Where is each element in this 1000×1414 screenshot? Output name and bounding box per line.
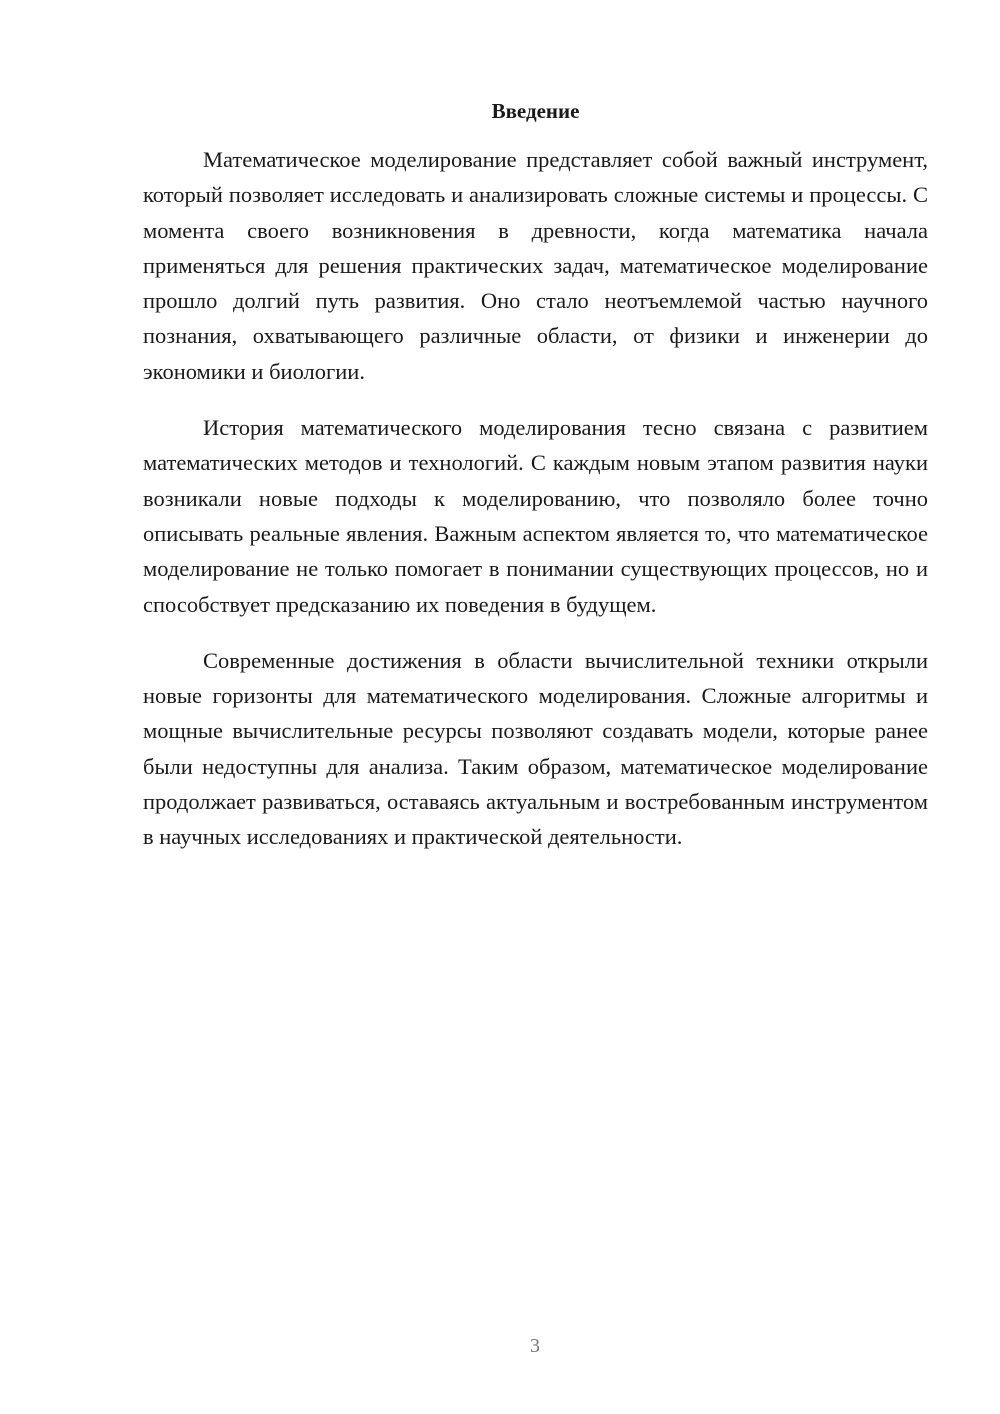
paragraph-3: Современные достижения в области вычислительной техники открыли новые горизонты для математического моделирования. Сложные алгоритмы и мощные вычислительные ресурсы позволяют создавать модели, которые ранее были недоступны для анализа. Таким образом, математическое моделирование продолжает развиваться, оставаясь актуальным и востребованным инструментом в научных исследованиях и практической деятельности. <box>143 647 928 850</box>
paragraph-1: Математическое моделирование представляет собой важный инструмент, который позволяет исследовать и анализировать сложные системы и процессы. С момента своего возникновения в древности, когда математика начала применяться для решения практических задач, математическое моделирование прошло долгий путь развития. Оно стало неотъемлемой частью научного познания, охватывающего различные области, от физики и инженерии до экономики и биологии. <box>143 147 928 384</box>
body-text <box>143 142 928 876</box>
paragraph-2: История математического моделирования тесно связана с развитием математических методов и технологий. С каждым новым этапом развития науки возникали новые подходы к моделированию, что позволяло более точно описывать реальные явления. Важным аспектом является то, что математическое моделирование не только помогает в понимании существующих процессов, но и способствует предсказанию их поведения в будущем. <box>143 415 928 617</box>
section-heading: Введение <box>491 99 580 123</box>
page-number: 3 <box>530 1335 540 1357</box>
